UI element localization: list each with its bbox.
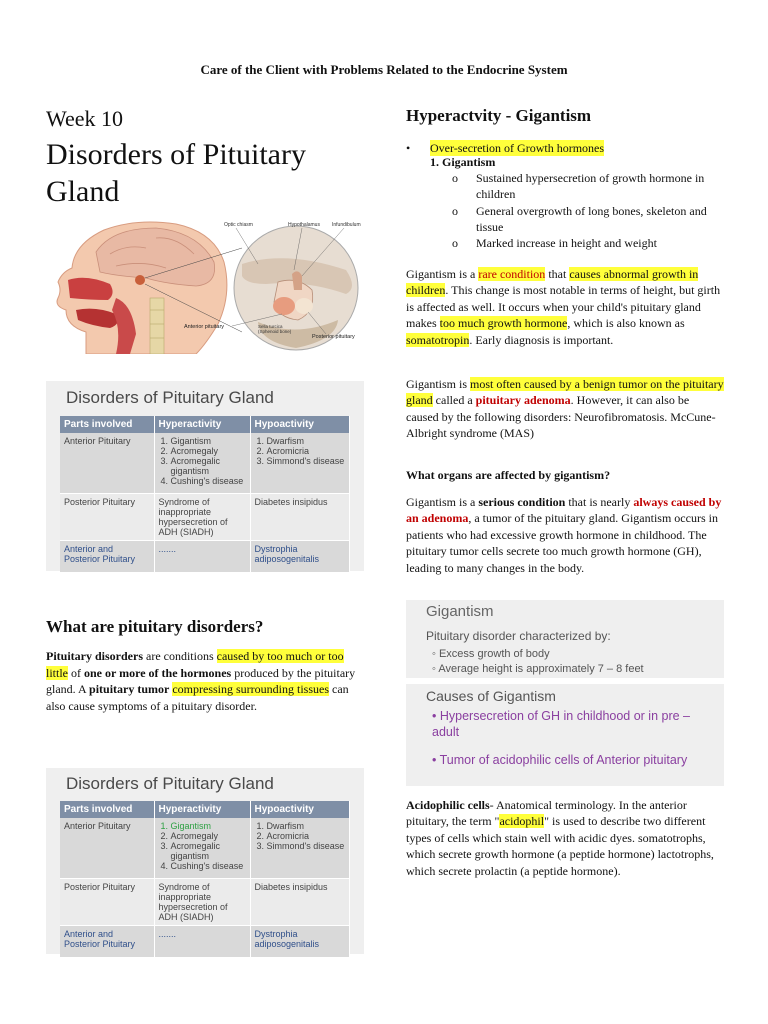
list-item: 4. Cushing's disease — [171, 861, 246, 871]
paragraph: Gigantism is a serious condition that is nearly always caused by an adenoma, a tumor of the pituitary gland. Gigantism occurs in patients who had excessive growth hormone in childhood. The pituitary tumor cells secrete too much growth hormone (GH), leading to many changes in the body. — [406, 495, 722, 575]
table-row — [60, 878, 350, 925]
list-item: 3. Acromegalic gigantism — [171, 841, 246, 861]
slide-subtitle: Pituitary disorder characterized by: — [426, 629, 611, 643]
table-cell: Dystrophia adiposogenitalis — [250, 540, 350, 572]
table-cell: Syndrome of inappropriate hypersecretion of ADH (SIADH) — [154, 878, 250, 925]
table-cell: Diabetes insipidus — [250, 878, 350, 925]
col-header: Hyperactivity — [154, 416, 250, 433]
bullet-marker: • — [406, 141, 411, 155]
list-item: 1. Dwarfism — [267, 436, 346, 446]
disorders-table — [60, 801, 350, 958]
list-item: 3. Acromegalic gigantism — [171, 456, 246, 476]
list-item: 1. Dwarfism — [267, 821, 346, 831]
table-row — [60, 493, 350, 540]
label-optic-chiasm: Optic chiasm — [224, 222, 253, 228]
table-cell: Anterior and Posterior Pituitary — [60, 925, 154, 957]
bullet-text: Over-secretion of Growth hormones — [430, 141, 605, 155]
table-title: Disorders of Pituitary Gland — [66, 774, 274, 793]
table-cell: Dystrophia adiposogenitalis — [250, 925, 350, 957]
list-item: 2. Acromicria — [267, 446, 346, 456]
paragraph: Pituitary disorders are conditions caused by too much or too little of one or more of the hormones produced by the pituitary gland. A pituitary tumor compressing surrounding tissues can also cause symptoms of a pituitary disorder. — [46, 649, 356, 713]
table-cell: Anterior Pituitary — [60, 818, 154, 878]
table-cell: ....... — [154, 925, 250, 957]
col-header: Hyperactivity — [154, 801, 250, 818]
disorders-table-image-1 — [46, 381, 364, 571]
paragraph: Acidophilic cells- Anatomical terminology. In the anterior pituitary, the term "acidophil" is used to describe two different types of cells which stain well with acidic dyes. somatotrophs, which secrete growth hormone (a peptide hormone) lactotrophs, which secrete prolactin (a peptide hormone). — [406, 798, 714, 878]
disorders-table-image-2 — [46, 768, 364, 954]
table-cell — [250, 433, 350, 493]
pituitary-anatomy-illustration — [46, 214, 364, 354]
table-cell: Anterior Pituitary — [60, 433, 154, 493]
table-title: Disorders of Pituitary Gland — [66, 388, 274, 407]
label-hypothalamus: Hypothalamus — [288, 222, 320, 228]
section-heading: Hyperactvity - Gigantism — [406, 106, 592, 125]
table-cell: Posterior Pituitary — [60, 878, 154, 925]
col-header: Parts involved — [60, 416, 154, 433]
list-item: 2. Acromicria — [267, 831, 346, 841]
page-title: Disorders of Pituitary Gland — [46, 138, 306, 208]
label-posterior-pituitary: Posterior pituitary — [312, 334, 355, 340]
slide-title: Causes of Gigantism — [426, 688, 556, 704]
list-item: 1. Gigantism — [171, 436, 246, 446]
table-row — [60, 925, 350, 957]
table-cell: Posterior Pituitary — [60, 493, 154, 540]
table-cell: Anterior and Posterior Pituitary — [60, 540, 154, 572]
label-sphenoid: (Sphenoid bone) — [258, 329, 292, 334]
table-cell: ....... — [154, 540, 250, 572]
paragraph: Gigantism is a rare condition that causes abnormal growth in children. This change is most notable in terms of height, but girth is affected as well. It occurs when your child's pituitary gland makes too much growth hormone, which is also known as somatotropin. Early diagnosis is important. — [406, 267, 721, 347]
slide-bullet: ◦ Average height is approximately 7 – 8 feet — [432, 663, 644, 675]
table-row — [60, 818, 350, 878]
table-row — [60, 433, 350, 493]
week-label: Week 10 — [46, 106, 124, 131]
table-cell — [250, 818, 350, 878]
table-cell — [154, 818, 250, 878]
section-heading: What are pituitary disorders? — [46, 617, 264, 636]
table-cell — [154, 433, 250, 493]
list-item: 3. Simmond's disease — [267, 841, 346, 851]
slide-bullet: • Hypersecretion of GH in childhood or in pre – adult — [432, 709, 691, 739]
paragraph: Gigantism is most often caused by a benign tumor on the pituitary gland called a pituitary adenoma. However, it can also be caused by the following disorders: Neurofibromatosis. McCune-Albright syndrome (MAS) — [406, 377, 724, 441]
label-infundibulum: Infundibulum — [332, 222, 361, 228]
table-row — [60, 540, 350, 572]
numbered-item: 1. Gigantism — [430, 155, 496, 169]
anatomy-drawing — [46, 214, 364, 354]
list-item: 2. Acromegaly — [171, 446, 246, 456]
slide-bullet: • Tumor of acidophilic cells of Anterior pituitary — [432, 753, 688, 767]
slide-bullet: ◦ Excess growth of body — [432, 648, 550, 660]
gigantism-slide — [406, 600, 724, 678]
list-item: 3. Simmond's disease — [267, 456, 346, 466]
table-cell: Syndrome of inappropriate hypersecretion of ADH (SIADH) — [154, 493, 250, 540]
col-header: Hypoactivity — [250, 801, 350, 818]
table-cell: Diabetes insipidus — [250, 493, 350, 540]
document-header: Care of the Client with Problems Related to the Endocrine System — [200, 62, 568, 77]
list-item: 2. Acromegaly — [171, 831, 246, 841]
list-item: 1. Gigantism — [171, 821, 246, 831]
disorders-table — [60, 416, 350, 573]
slide-title: Gigantism — [426, 603, 494, 620]
label-anterior-pituitary: Anterior pituitary — [184, 324, 225, 330]
col-header: Hypoactivity — [250, 416, 350, 433]
col-header: Parts involved — [60, 801, 154, 818]
list-item: 4. Cushing's disease — [171, 476, 246, 486]
label-sella-turcica: Sella turcica — [258, 324, 283, 329]
question-heading: What organs are affected by gigantism? — [406, 468, 611, 482]
causes-slide — [406, 684, 724, 786]
